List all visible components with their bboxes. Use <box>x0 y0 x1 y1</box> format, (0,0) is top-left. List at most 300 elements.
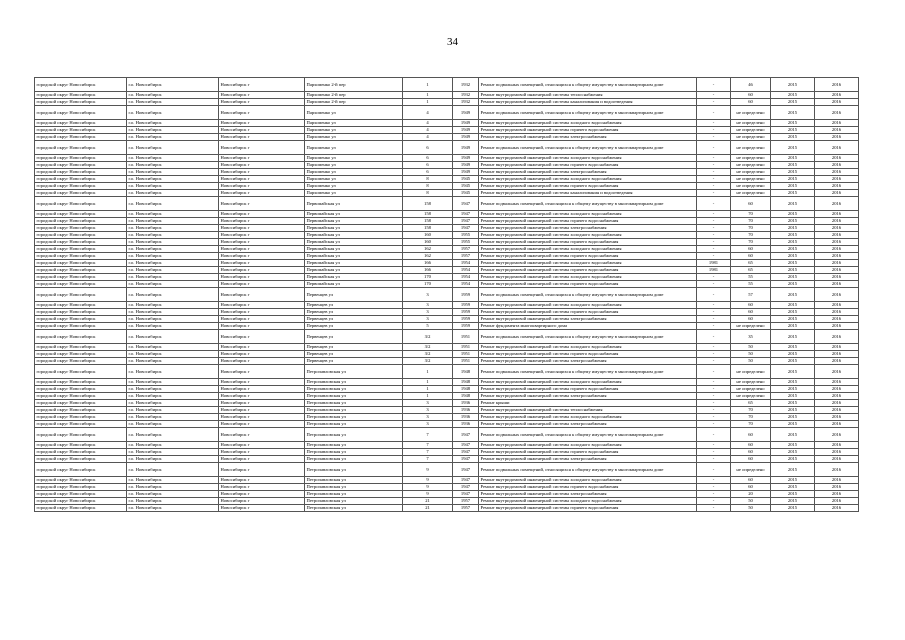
cell-settlement: г.о. Новосибирск <box>127 449 219 456</box>
cell-start-year: 2015 <box>771 260 815 267</box>
cell-start-year: 2015 <box>771 351 815 358</box>
cell-municipality: городской округ Новосибирск <box>35 78 127 92</box>
cell-settlement: г.о. Новосибирск <box>127 162 219 169</box>
cell-end-year: 2016 <box>815 232 859 239</box>
cell-build-year: 1955 <box>453 232 479 239</box>
cell-house-number: 9 <box>403 484 453 491</box>
cell-work-type: Ремонт внутридомовой инженерной системы канализования и водоотведения <box>479 190 697 197</box>
cell-work-type: Ремонт внутридомовой инженерной системы холодного водоснабжения <box>479 379 697 386</box>
table-row <box>35 505 859 512</box>
cell-wear-percent: 60 <box>731 442 771 449</box>
cell-house-number: 7 <box>403 442 453 449</box>
cell-municipality: городской округ Новосибирск <box>35 211 127 218</box>
cell-work-type: Ремонт внутридомовой инженерной системы горячего водоснабжения <box>479 162 697 169</box>
cell-start-year: 2015 <box>771 232 815 239</box>
cell-house-number: 3 <box>403 288 453 302</box>
cell-municipality: городской округ Новосибирск <box>35 358 127 365</box>
cell-build-year: 1949 <box>453 155 479 162</box>
cell-settlement: г.о. Новосибирск <box>127 274 219 281</box>
cell-street: Петропавловская ул <box>305 484 403 491</box>
cell-wear-percent: не определено <box>731 120 771 127</box>
table-row <box>35 484 859 491</box>
cell-house-number: 8 <box>403 176 453 183</box>
table-row <box>35 232 859 239</box>
cell-start-year: 2015 <box>771 400 815 407</box>
cell-wear-percent: 70 <box>731 232 771 239</box>
cell-house-number: 162 <box>403 253 453 260</box>
table-row <box>35 316 859 323</box>
cell-municipality: городской округ Новосибирск <box>35 498 127 505</box>
cell-last-repair-year: - <box>697 120 731 127</box>
table-row <box>35 239 859 246</box>
cell-house-number: 158 <box>403 218 453 225</box>
cell-settlement: г.о. Новосибирск <box>127 379 219 386</box>
cell-street: Первенцев ул <box>305 351 403 358</box>
cell-settlement: г.о. Новосибирск <box>127 253 219 260</box>
cell-settlement: г.о. Новосибирск <box>127 92 219 99</box>
cell-wear-percent: 60 <box>731 99 771 106</box>
cell-locality: Новосибирск г <box>219 162 305 169</box>
cell-street: Первенцев ул <box>305 302 403 309</box>
cell-start-year: 2015 <box>771 330 815 344</box>
cell-settlement: г.о. Новосибирск <box>127 176 219 183</box>
cell-last-repair-year: - <box>697 505 731 512</box>
cell-settlement: г.о. Новосибирск <box>127 365 219 379</box>
cell-build-year: 1954 <box>453 274 479 281</box>
cell-settlement: г.о. Новосибирск <box>127 386 219 393</box>
cell-settlement: г.о. Новосибирск <box>127 344 219 351</box>
cell-municipality: городской округ Новосибирск <box>35 393 127 400</box>
cell-last-repair-year: - <box>697 232 731 239</box>
cell-work-type: Ремонт внутридомовой инженерной системы горячего водоснабжения <box>479 281 697 288</box>
table-body <box>35 78 859 512</box>
cell-house-number: 4 <box>403 127 453 134</box>
cell-work-type: Ремонт подвальных помещений, относящихся к общему имуществу в многоквартирном доме <box>479 197 697 211</box>
cell-locality: Новосибирск г <box>219 456 305 463</box>
cell-municipality: городской округ Новосибирск <box>35 351 127 358</box>
cell-last-repair-year: - <box>697 477 731 484</box>
cell-start-year: 2015 <box>771 141 815 155</box>
cell-municipality: городской округ Новосибирск <box>35 309 127 316</box>
cell-last-repair-year: - <box>697 344 731 351</box>
cell-house-number: 1 <box>403 365 453 379</box>
cell-house-number: 9 <box>403 491 453 498</box>
cell-end-year: 2016 <box>815 379 859 386</box>
cell-settlement: г.о. Новосибирск <box>127 309 219 316</box>
cell-street: Пархоменко ул <box>305 169 403 176</box>
cell-wear-percent: 70 <box>731 407 771 414</box>
cell-locality: Новосибирск г <box>219 218 305 225</box>
cell-locality: Новосибирск г <box>219 281 305 288</box>
cell-locality: Новосибирск г <box>219 183 305 190</box>
cell-house-number: 5 <box>403 323 453 330</box>
cell-end-year: 2016 <box>815 162 859 169</box>
cell-work-type: Ремонт внутридомовой инженерной системы электроснабжения <box>479 456 697 463</box>
cell-wear-percent: не определено <box>731 190 771 197</box>
cell-locality: Новосибирск г <box>219 78 305 92</box>
cell-last-repair-year: - <box>697 421 731 428</box>
cell-start-year: 2015 <box>771 323 815 330</box>
cell-wear-percent: 46 <box>731 78 771 92</box>
cell-build-year: 1947 <box>453 197 479 211</box>
cell-work-type: Ремонт внутридомовой инженерной системы холодного водоснабжения <box>479 344 697 351</box>
cell-settlement: г.о. Новосибирск <box>127 463 219 477</box>
cell-end-year: 2016 <box>815 351 859 358</box>
cell-build-year: 1947 <box>453 491 479 498</box>
cell-build-year: 1932 <box>453 92 479 99</box>
cell-end-year: 2016 <box>815 309 859 316</box>
cell-wear-percent: 55 <box>731 274 771 281</box>
cell-start-year: 2015 <box>771 442 815 449</box>
cell-end-year: 2016 <box>815 400 859 407</box>
cell-last-repair-year: - <box>697 351 731 358</box>
cell-work-type: Ремонт внутридомовой инженерной системы горячего водоснабжения <box>479 505 697 512</box>
cell-street: Петропавловская ул <box>305 400 403 407</box>
cell-street: Первенцев ул <box>305 288 403 302</box>
cell-municipality: городской округ Новосибирск <box>35 225 127 232</box>
cell-start-year: 2015 <box>771 106 815 120</box>
table-row <box>35 218 859 225</box>
cell-wear-percent: не определено <box>731 365 771 379</box>
cell-build-year: 1932 <box>453 78 479 92</box>
cell-locality: Новосибирск г <box>219 92 305 99</box>
cell-locality: Новосибирск г <box>219 232 305 239</box>
cell-settlement: г.о. Новосибирск <box>127 456 219 463</box>
cell-end-year: 2016 <box>815 358 859 365</box>
cell-locality: Новосибирск г <box>219 442 305 449</box>
cell-wear-percent: 50 <box>731 351 771 358</box>
cell-settlement: г.о. Новосибирск <box>127 218 219 225</box>
cell-end-year: 2016 <box>815 449 859 456</box>
cell-work-type: Ремонт внутридомовой инженерной системы канализования и водоотведения <box>479 99 697 106</box>
cell-settlement: г.о. Новосибирск <box>127 505 219 512</box>
cell-street: Первомайская ул <box>305 253 403 260</box>
cell-end-year: 2016 <box>815 491 859 498</box>
cell-wear-percent: 57 <box>731 288 771 302</box>
cell-locality: Новосибирск г <box>219 323 305 330</box>
cell-settlement: г.о. Новосибирск <box>127 288 219 302</box>
cell-municipality: городской округ Новосибирск <box>35 302 127 309</box>
cell-wear-percent: 60 <box>731 456 771 463</box>
cell-wear-percent: 70 <box>731 421 771 428</box>
cell-street: Пархоменко ул <box>305 183 403 190</box>
cell-build-year: 1947 <box>453 428 479 442</box>
cell-end-year: 2016 <box>815 505 859 512</box>
cell-wear-percent: 65 <box>731 400 771 407</box>
cell-build-year: 1949 <box>453 162 479 169</box>
cell-wear-percent: 55 <box>731 281 771 288</box>
cell-municipality: городской округ Новосибирск <box>35 183 127 190</box>
cell-wear-percent: 65 <box>731 260 771 267</box>
cell-street: Пархоменко ул <box>305 176 403 183</box>
cell-street: Первомайская ул <box>305 218 403 225</box>
cell-build-year: 1936 <box>453 400 479 407</box>
cell-work-type: Ремонт внутридомовой инженерной системы холодного водоснабжения <box>479 477 697 484</box>
cell-house-number: 1 <box>403 99 453 106</box>
cell-end-year: 2016 <box>815 169 859 176</box>
cell-work-type: Ремонт внутридомовой инженерной системы холодного водоснабжения <box>479 232 697 239</box>
cell-work-type: Ремонт внутридомовой инженерной системы холодного водоснабжения <box>479 246 697 253</box>
cell-locality: Новосибирск г <box>219 288 305 302</box>
cell-wear-percent: 60 <box>731 253 771 260</box>
cell-end-year: 2016 <box>815 386 859 393</box>
cell-last-repair-year: - <box>697 498 731 505</box>
cell-house-number: 162 <box>403 246 453 253</box>
cell-house-number: 3/2 <box>403 358 453 365</box>
cell-last-repair-year: - <box>697 134 731 141</box>
cell-settlement: г.о. Новосибирск <box>127 99 219 106</box>
cell-municipality: городской округ Новосибирск <box>35 190 127 197</box>
cell-house-number: 3 <box>403 316 453 323</box>
cell-house-number: 3 <box>403 414 453 421</box>
cell-start-year: 2015 <box>771 190 815 197</box>
cell-house-number: 3 <box>403 302 453 309</box>
cell-house-number: 158 <box>403 225 453 232</box>
cell-street: Петропавловская ул <box>305 414 403 421</box>
cell-work-type: Ремонт подвальных помещений, относящихся к общему имуществу в многоквартирном доме <box>479 106 697 120</box>
table-row <box>35 491 859 498</box>
table-row <box>35 141 859 155</box>
cell-end-year: 2016 <box>815 421 859 428</box>
cell-wear-percent: не определено <box>731 176 771 183</box>
cell-end-year: 2016 <box>815 302 859 309</box>
cell-wear-percent: 50 <box>731 505 771 512</box>
cell-municipality: городской округ Новосибирск <box>35 484 127 491</box>
cell-end-year: 2016 <box>815 176 859 183</box>
cell-house-number: 166 <box>403 260 453 267</box>
cell-start-year: 2015 <box>771 162 815 169</box>
cell-locality: Новосибирск г <box>219 421 305 428</box>
cell-end-year: 2016 <box>815 393 859 400</box>
cell-municipality: городской округ Новосибирск <box>35 379 127 386</box>
cell-last-repair-year: - <box>697 358 731 365</box>
cell-municipality: городской округ Новосибирск <box>35 162 127 169</box>
cell-locality: Новосибирск г <box>219 246 305 253</box>
cell-house-number: 7 <box>403 428 453 442</box>
cell-settlement: г.о. Новосибирск <box>127 442 219 449</box>
cell-end-year: 2016 <box>815 442 859 449</box>
cell-wear-percent: 50 <box>731 344 771 351</box>
cell-municipality: городской округ Новосибирск <box>35 176 127 183</box>
cell-municipality: городской округ Новосибирск <box>35 421 127 428</box>
cell-work-type: Ремонт подвальных помещений, относящихся к общему имуществу в многоквартирном доме <box>479 463 697 477</box>
cell-start-year: 2015 <box>771 169 815 176</box>
cell-house-number: 6 <box>403 169 453 176</box>
cell-start-year: 2015 <box>771 414 815 421</box>
cell-house-number: 8 <box>403 183 453 190</box>
cell-street: Пархоменко 2-й пер <box>305 78 403 92</box>
cell-work-type: Ремонт внутридомовой инженерной системы горячего водоснабжения <box>479 253 697 260</box>
cell-street: Петропавловская ул <box>305 498 403 505</box>
cell-locality: Новосибирск г <box>219 176 305 183</box>
cell-start-year: 2015 <box>771 225 815 232</box>
cell-start-year: 2015 <box>771 477 815 484</box>
cell-work-type: Ремонт внутридомовой инженерной системы холодного водоснабжения <box>479 155 697 162</box>
table-row <box>35 414 859 421</box>
table-row <box>35 260 859 267</box>
cell-end-year: 2016 <box>815 407 859 414</box>
cell-street: Пархоменко ул <box>305 106 403 120</box>
cell-house-number: 166 <box>403 267 453 274</box>
cell-work-type: Ремонт крыши <box>479 400 697 407</box>
table-row <box>35 365 859 379</box>
cell-street: Пархоменко ул <box>305 190 403 197</box>
cell-locality: Новосибирск г <box>219 344 305 351</box>
cell-settlement: г.о. Новосибирск <box>127 267 219 274</box>
cell-municipality: городской округ Новосибирск <box>35 344 127 351</box>
cell-street: Пархоменко ул <box>305 120 403 127</box>
cell-wear-percent: 70 <box>731 211 771 218</box>
cell-house-number: 160 <box>403 239 453 246</box>
table-row <box>35 246 859 253</box>
table-row <box>35 379 859 386</box>
cell-settlement: г.о. Новосибирск <box>127 246 219 253</box>
cell-work-type: Ремонт подвальных помещений, относящихся к общему имуществу в многоквартирном доме <box>479 288 697 302</box>
cell-municipality: городской округ Новосибирск <box>35 491 127 498</box>
cell-work-type: Ремонт внутридомовой инженерной системы холодного водоснабжения <box>479 260 697 267</box>
cell-end-year: 2016 <box>815 456 859 463</box>
table-row <box>35 456 859 463</box>
cell-municipality: городской округ Новосибирск <box>35 127 127 134</box>
cell-end-year: 2016 <box>815 274 859 281</box>
cell-wear-percent: не определено <box>731 463 771 477</box>
table-row <box>35 120 859 127</box>
cell-start-year: 2015 <box>771 484 815 491</box>
cell-wear-percent: 50 <box>731 358 771 365</box>
cell-last-repair-year: - <box>697 414 731 421</box>
cell-last-repair-year: - <box>697 323 731 330</box>
cell-wear-percent: 60 <box>731 449 771 456</box>
cell-wear-percent: не определено <box>731 379 771 386</box>
cell-last-repair-year: - <box>697 99 731 106</box>
cell-wear-percent: 60 <box>731 309 771 316</box>
cell-start-year: 2015 <box>771 274 815 281</box>
cell-locality: Новосибирск г <box>219 260 305 267</box>
cell-wear-percent: 70 <box>731 225 771 232</box>
cell-wear-percent: не определено <box>731 141 771 155</box>
cell-start-year: 2015 <box>771 246 815 253</box>
cell-last-repair-year: - <box>697 176 731 183</box>
cell-start-year: 2015 <box>771 309 815 316</box>
cell-street: Пархоменко ул <box>305 127 403 134</box>
cell-end-year: 2016 <box>815 218 859 225</box>
cell-build-year: 1957 <box>453 498 479 505</box>
cell-settlement: г.о. Новосибирск <box>127 477 219 484</box>
cell-last-repair-year: - <box>697 162 731 169</box>
cell-municipality: городской округ Новосибирск <box>35 316 127 323</box>
cell-build-year: 1947 <box>453 456 479 463</box>
cell-start-year: 2015 <box>771 365 815 379</box>
cell-end-year: 2016 <box>815 127 859 134</box>
cell-municipality: городской округ Новосибирск <box>35 428 127 442</box>
cell-end-year: 2016 <box>815 260 859 267</box>
cell-house-number: 1 <box>403 393 453 400</box>
cell-last-repair-year: - <box>697 155 731 162</box>
cell-wear-percent: не определено <box>731 162 771 169</box>
table-row <box>35 351 859 358</box>
table-row <box>35 309 859 316</box>
cell-last-repair-year: 1981 <box>697 260 731 267</box>
cell-end-year: 2016 <box>815 253 859 260</box>
cell-end-year: 2016 <box>815 225 859 232</box>
cell-work-type: Ремонт внутридомовой инженерной системы электроснабжения <box>479 225 697 232</box>
cell-house-number: 170 <box>403 281 453 288</box>
cell-build-year: 1936 <box>453 407 479 414</box>
cell-municipality: городской округ Новосибирск <box>35 260 127 267</box>
cell-municipality: городской округ Новосибирск <box>35 218 127 225</box>
cell-end-year: 2016 <box>815 239 859 246</box>
cell-work-type: Ремонт внутридомовой инженерной системы холодного водоснабжения <box>479 211 697 218</box>
cell-street: Петропавловская ул <box>305 505 403 512</box>
cell-work-type: Ремонт внутридомовой инженерной системы электроснабжения <box>479 358 697 365</box>
cell-last-repair-year: - <box>697 428 731 442</box>
cell-locality: Новосибирск г <box>219 491 305 498</box>
cell-end-year: 2016 <box>815 78 859 92</box>
cell-house-number: 9 <box>403 463 453 477</box>
cell-street: Петропавловская ул <box>305 491 403 498</box>
cell-locality: Новосибирск г <box>219 386 305 393</box>
table-row <box>35 162 859 169</box>
table-row <box>35 281 859 288</box>
cell-wear-percent: 35 <box>731 330 771 344</box>
cell-end-year: 2016 <box>815 183 859 190</box>
cell-start-year: 2015 <box>771 134 815 141</box>
cell-house-number: 3 <box>403 407 453 414</box>
cell-wear-percent: не определено <box>731 127 771 134</box>
cell-street: Петропавловская ул <box>305 421 403 428</box>
cell-end-year: 2016 <box>815 484 859 491</box>
cell-locality: Новосибирск г <box>219 211 305 218</box>
cell-street: Пархоменко ул <box>305 141 403 155</box>
cell-last-repair-year: - <box>697 407 731 414</box>
cell-start-year: 2015 <box>771 267 815 274</box>
cell-end-year: 2016 <box>815 477 859 484</box>
cell-start-year: 2015 <box>771 421 815 428</box>
cell-last-repair-year: - <box>697 442 731 449</box>
cell-end-year: 2016 <box>815 344 859 351</box>
cell-settlement: г.о. Новосибирск <box>127 330 219 344</box>
cell-last-repair-year: - <box>697 302 731 309</box>
cell-work-type: Ремонт подвальных помещений, относящихся к общему имуществу в многоквартирном доме <box>479 428 697 442</box>
cell-wear-percent: не определено <box>731 155 771 162</box>
cell-last-repair-year: - <box>697 400 731 407</box>
cell-municipality: городской округ Новосибирск <box>35 407 127 414</box>
cell-start-year: 2015 <box>771 505 815 512</box>
cell-last-repair-year: - <box>697 78 731 92</box>
cell-start-year: 2015 <box>771 393 815 400</box>
cell-build-year: 1947 <box>453 225 479 232</box>
cell-municipality: городской округ Новосибирск <box>35 463 127 477</box>
cell-locality: Новосибирск г <box>219 428 305 442</box>
cell-last-repair-year: - <box>697 239 731 246</box>
cell-municipality: городской округ Новосибирск <box>35 155 127 162</box>
cell-locality: Новосибирск г <box>219 484 305 491</box>
cell-wear-percent: 60 <box>731 302 771 309</box>
cell-build-year: 1954 <box>453 281 479 288</box>
cell-wear-percent: не определено <box>731 134 771 141</box>
cell-wear-percent: не определено <box>731 393 771 400</box>
cell-house-number: 7 <box>403 449 453 456</box>
cell-wear-percent: не определено <box>731 106 771 120</box>
cell-street: Первенцев ул <box>305 358 403 365</box>
table-row <box>35 323 859 330</box>
cell-street: Пархоменко ул <box>305 134 403 141</box>
cell-work-type: Ремонт внутридомовой инженерной системы холодного водоснабжения <box>479 498 697 505</box>
cell-locality: Новосибирск г <box>219 400 305 407</box>
cell-settlement: г.о. Новосибирск <box>127 211 219 218</box>
cell-street: Пархоменко ул <box>305 162 403 169</box>
cell-last-repair-year: - <box>697 463 731 477</box>
